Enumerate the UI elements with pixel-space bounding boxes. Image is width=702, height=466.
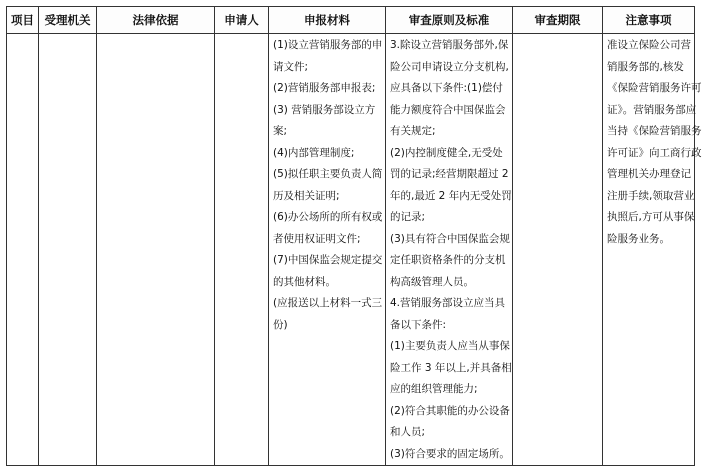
text-line: 能力额度符合中国保监会 [390,103,506,116]
text-line: (6)办公场所的所有权或 [273,211,383,223]
text-line: (2)营销服务部申报表; [273,82,376,94]
cell-authority [39,34,97,466]
text-line: 请文件; [273,60,309,73]
text-line: 险工作 3 年以上,并具备相 [390,361,512,374]
text-line: 年的,最近 2 年内无受处罚 [390,189,512,202]
text-line: 《保险营销服务许可 [607,82,702,94]
text-line: (1)设立营销服务部的申 [273,39,383,51]
text-line: 注册手续,领取营业 [607,189,695,202]
header-item: 项目 [7,7,39,34]
text-line: 当持《保险营销服务 [607,125,702,137]
cell-standards [386,34,513,466]
text-line: 定任职资格条件的分支机 [390,254,506,266]
text-line: 份) [273,318,288,331]
header-notes: 注意事项 [603,7,695,34]
text-line: (3)符合要求的固定场所。 [390,447,510,460]
text-line: 历及相关证明; [273,189,340,202]
header-period: 审查期限 [513,7,603,34]
text-line: 许可证》向工商行政 [607,146,702,159]
text-line: 者使用权证明文件; [273,232,361,245]
text-line: (2)内控制度健全,无受处 [390,146,503,159]
text-line: 险公司申请设立分支机构, [390,60,509,73]
text-line: 3.除设立营销服务部外,保 [390,39,509,51]
header-standards: 审查原则及标准 [386,7,513,34]
text-line: 险服务业务。 [607,232,670,245]
text-line: (3)具有符合中国保监会规 [390,232,510,245]
header-materials: 申报材料 [269,7,386,34]
text-line: 的记录; [390,211,426,223]
text-line: (7)中国保监会规定提交 [273,254,383,266]
text-line: (4)内部管理制度; [273,146,355,159]
text-line: 执照后,方可从事保 [607,211,695,223]
notes-text [603,34,702,250]
cell-legal-basis [97,34,215,466]
text-line: (应报送以上材料一式三 [273,297,383,309]
text-line: 罚的记录;经营期限超过 2 [390,168,509,180]
text-line: (2)符合其职能的办公设备 [390,404,510,417]
text-line: 销服务部的,核发 [607,60,684,73]
text-line: 构高级管理人员。 [390,275,474,288]
text-line: 和人员; [390,426,426,438]
text-line: (1)主要负责人应当从事保 [390,340,510,352]
text-line: 证》。营销服务部应 [607,103,697,116]
text-line: 案; [273,125,288,137]
text-line: 的其他材料。 [273,275,336,288]
text-line: (5)拟任职主要负责人简 [273,168,383,180]
text-line: 应的组织管理能力; [390,383,478,395]
text-line: 准设立保险公司营 [607,39,691,51]
text-line: 4.营销服务部设立应当具 [390,297,506,309]
text-line: 备以下条件: [390,318,447,331]
cell-materials [269,34,386,466]
text-line: (3) 营销服务部设立方 [273,103,376,116]
header-legal-basis: 法律依据 [97,7,215,34]
text-line: 应具备以下条件:(1)偿付 [390,82,503,94]
cell-period [513,34,603,466]
standards-text [386,34,512,465]
cell-item [7,34,39,466]
header-row [7,7,695,34]
materials-text [269,34,385,336]
cell-applicant [215,34,269,466]
cell-notes [603,34,702,466]
header-authority: 受理机关 [39,7,97,34]
regulation-table [6,6,702,466]
text-line: 管理机关办理登记 [607,168,691,180]
header-applicant: 申请人 [215,7,269,34]
table-row [7,34,695,466]
text-line: 有关规定; [390,125,436,137]
